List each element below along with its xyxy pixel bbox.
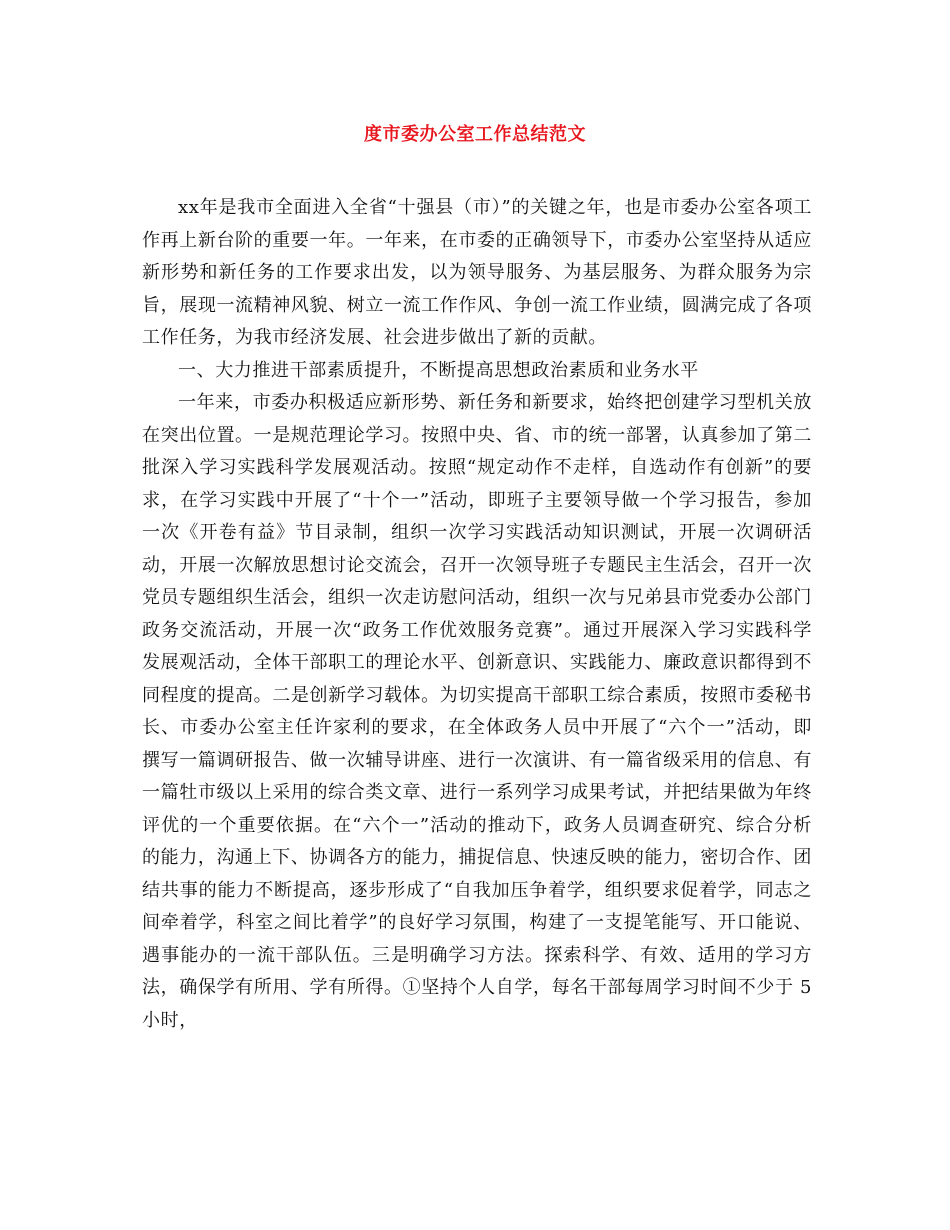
document-title: 度市委办公室工作总结范文	[364, 124, 586, 145]
paragraph-intro: xx年是我市全面进入全省“十强县（市）”的关键之年，也是市委办公室各项工作再上新台阶的重要一年。一年来，在市委的正确领导下，市委办公室坚持从适应新形势和新任务的工作要求出发，以为领导服务、为基层服务、为群众服务为宗旨，展现一流精神风貌、树立一流工作作风、争创一流工作业绩，圆满完成了各项工作任务，为我市经济发展、社会进步做出了新的贡献。	[142, 197, 812, 348]
section-heading-1: 一、大力推进干部素质提升，不断提高思想政治素质和业务水平	[178, 359, 699, 381]
document-body	[142, 192, 812, 1037]
paragraph-section-1: 一年来，市委办积极适应新形势、新任务和新要求，始终把创建学习型机关放在突出位置。一是规范理论学习。按照中央、省、市的统一部署，认真参加了第二批深入学习实践科学发展观活动。按照“规定动作不走样，自选动作有创新”的要求，在学习实践中开展了“十个一”活动，即班子主要领导做一个学习报告，参加一次《开卷有益》节目录制，组织一次学习实践活动知识测试，开展一次调研活动，开展一次解放思想讨论交流会，召开一次领导班子专题民主生活会，召开一次党员专题组织生活会，组织一次走访慰问活动，组织一次与兄弟县市党委办公部门政务交流活动，开展一次“政务工作优效服务竞赛”。通过开展深入学习实践科学发展观活动，全体干部职工的理论水平、创新意识、实践能力、廉政意识都得到不同程度的提高。二是创新学习载体。为切实提高干部职工综合素质，按照市委秘书长、市委办公室主任许家利的要求，在全体政务人员中开展了“六个一”活动，即撰写一篇调研报告、做一次辅导讲座、进行一次演讲、有一篇省级采用的信息、有一篇牡市级以上采用的综合类文章、进行一系列学习成果考试，并把结果做为年终评优的一个重要依据。在“六个一”活动的推动下，政务人员调查研究、综合分析的能力，沟通上下、协调各方的能力，捕捉信息、快速反映的能力，密切合作、团结共事的能力不断提高，逐步形成了“自我加压争着学，组织要求促着学，同志之间牵着学，科室之间比着学”的良好学习氛围，构建了一支提笔能写、开口能说、遇事能办的一流干部队伍。三是明确学习方法。探索科学、有效、适用的学习方法，确保学有所用、学有所得。①坚持个人自学，每名干部每周学习时间不少于 5 小时，	[142, 392, 812, 1031]
